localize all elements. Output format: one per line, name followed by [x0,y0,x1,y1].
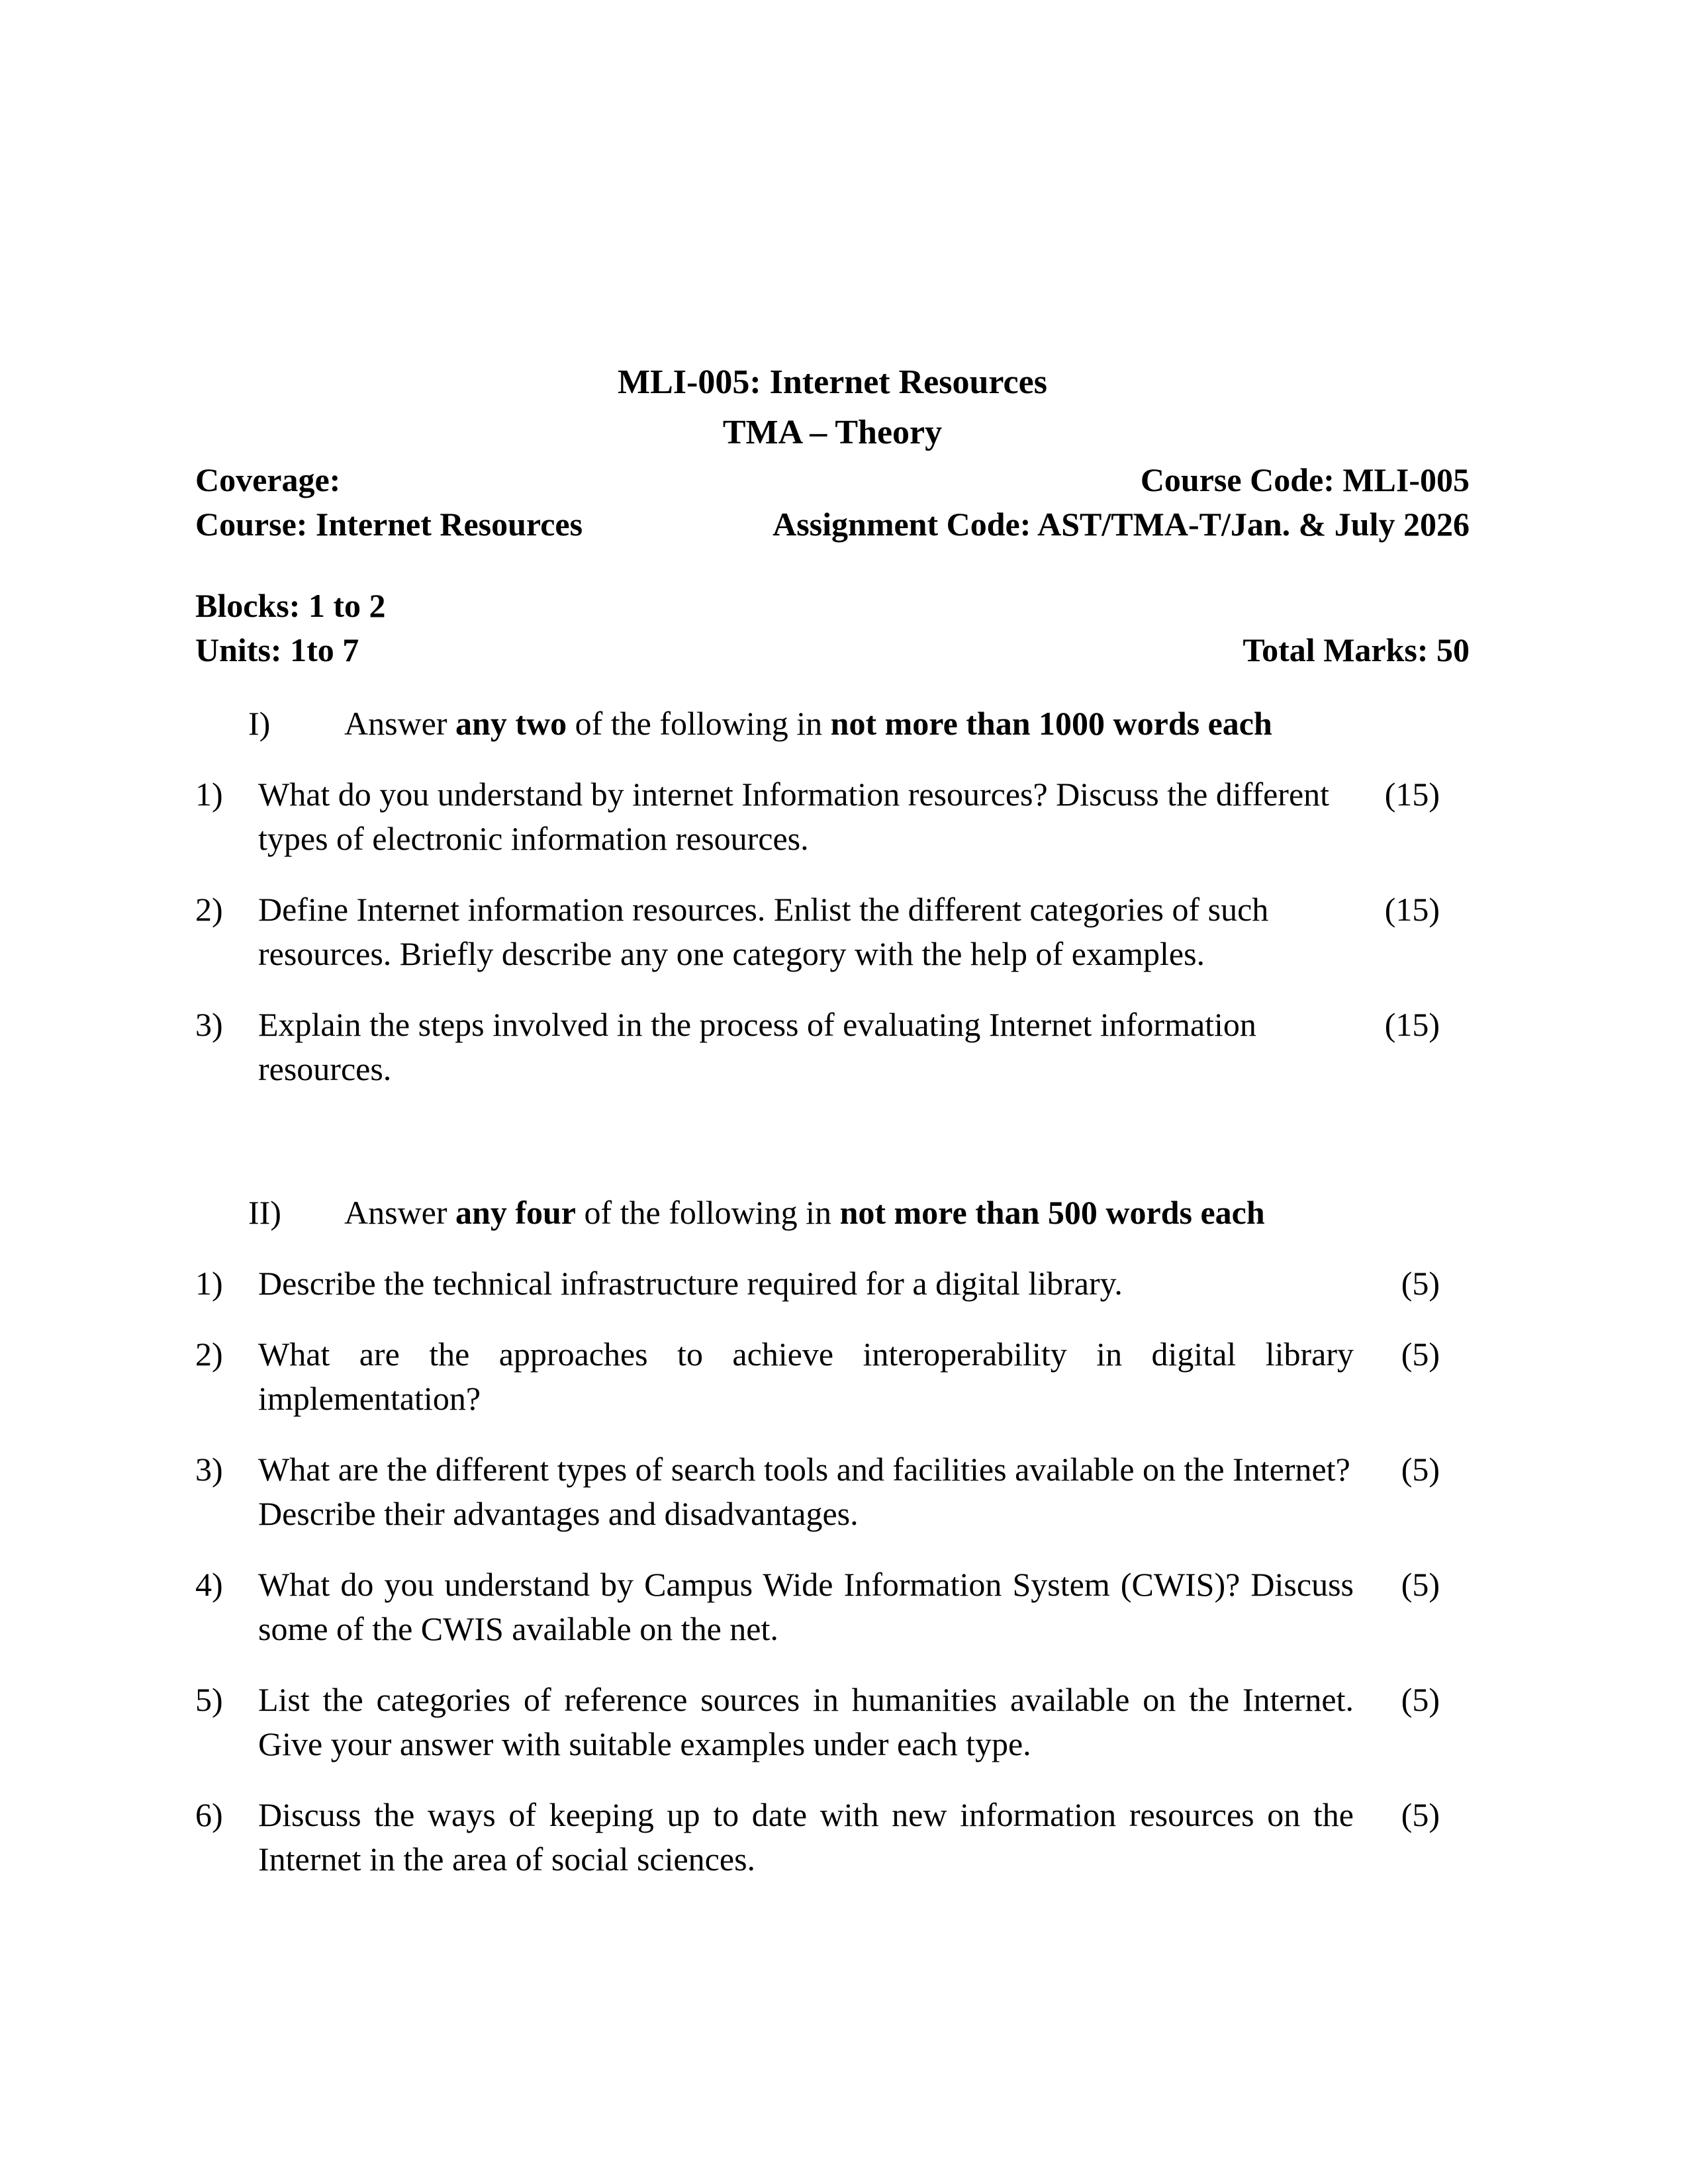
instruction-text: of the following in [567,705,831,742]
section-2-label: II) [248,1194,281,1231]
question-text: What are the approaches to achieve interoperability in digital library implementation? [258,1336,1354,1417]
question-row [195,887,1470,976]
question-text: List the categories of reference sources in humanities available on the Internet. Give your answer with suitable examples under each type. [258,1681,1354,1762]
question-row [195,772,1470,861]
question-number: 3) [195,1006,223,1043]
course-code: Course Code: MLI-005 [1140,461,1470,498]
page-title: MLI-005: Internet Resources [618,363,1047,401]
page-subtitle: TMA – Theory [722,414,943,451]
question-marks: (5) [1401,1451,1440,1488]
question-text: Discuss the ways of keeping up to date with new information resources on the Internet in the area of social sciences. [258,1796,1354,1878]
question-number: 6) [195,1796,223,1833]
units-row [195,628,1470,672]
question-number: 2) [195,891,223,928]
question-marks: (5) [1401,1336,1440,1373]
coverage-label: Coverage: [195,461,341,498]
course-name: Course: Internet Resources [195,506,583,543]
question-number: 5) [195,1681,223,1718]
instruction-text: Answer [344,1194,456,1231]
question-row [195,1447,1470,1536]
section-heading-1-inner [195,702,1470,746]
question-number: 2) [195,1336,223,1373]
question-row [195,1678,1470,1766]
question-marks: (15) [1384,776,1440,813]
question-text: Describe the technical infrastructure required for a digital library. [258,1265,1123,1302]
section-heading-1 [195,702,1470,746]
question-text: Explain the steps involved in the process of evaluating Internet information resources. [258,1006,1256,1087]
section-2-instruction [344,1194,1265,1231]
question-row [195,1332,1470,1421]
section-1-instruction [344,705,1272,742]
instruction-bold: not more than 500 words each [839,1194,1265,1231]
question-row [195,1563,1470,1651]
assignment-code: Assignment Code: AST/TMA-T/Jan. & July 2026 [773,506,1470,543]
question-text: What do you understand by internet Information resources? Discuss the different types of electronic information resources. [258,776,1330,857]
question-row [195,1003,1470,1091]
question-number: 4) [195,1566,223,1603]
question-number: 1) [195,776,223,813]
question-text: What do you understand by Campus Wide Information System (CWIS)? Discuss some of the CWIS available on the net. [258,1566,1354,1647]
units-line: Units: 1to 7 [195,631,359,668]
question-row [195,1793,1470,1882]
instruction-bold: not more than 1000 words each [830,705,1272,742]
section-1-label: I) [248,705,271,742]
instruction-text: of the following in [576,1194,840,1231]
instruction-text: Answer [344,705,456,742]
question-marks: (5) [1401,1681,1440,1718]
total-marks: Total Marks: 50 [1243,631,1470,668]
section-heading-2-inner [195,1191,1470,1235]
meta-row-coverage [195,458,1470,502]
question-number: 3) [195,1451,223,1488]
instruction-bold: any two [455,705,567,742]
question-row [195,1261,1470,1306]
question-marks: (15) [1384,1006,1440,1043]
blocks-units-block [195,584,1470,672]
question-text: What are the different types of search tools and facilities available on the Internet? Describe their advantages and disadvantages. [258,1451,1350,1532]
question-marks: (15) [1384,891,1440,928]
question-marks: (5) [1401,1265,1440,1302]
question-marks: (5) [1401,1796,1440,1833]
question-text: Define Internet information resources. Enlist the different categories of such resources. Briefly describe any one category with the help of examples. [258,891,1269,972]
instruction-bold: any four [455,1194,576,1231]
document-content [195,357,1470,1882]
section-heading-2 [195,1191,1470,1235]
meta-row-course [195,502,1470,547]
question-number: 1) [195,1265,223,1302]
question-marks: (5) [1401,1566,1440,1603]
blocks-line: Blocks: 1 to 2 [195,587,386,624]
